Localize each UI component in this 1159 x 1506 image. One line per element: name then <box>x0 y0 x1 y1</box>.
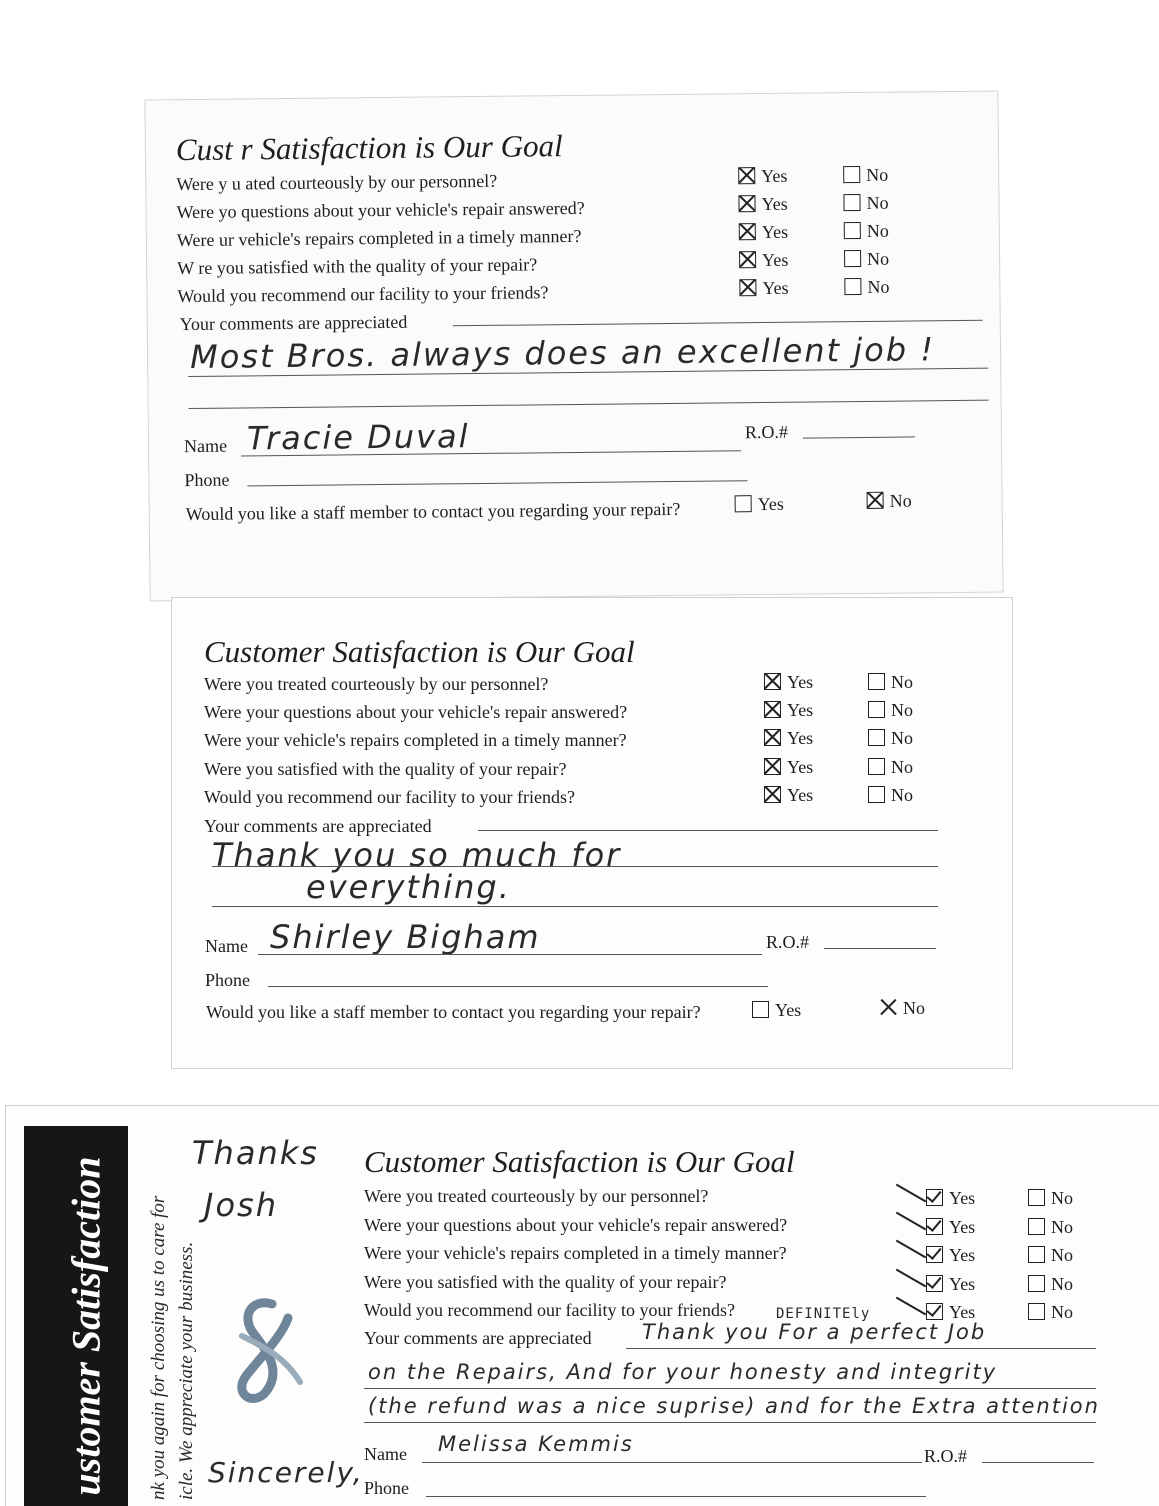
phone-field[interactable] <box>426 1496 926 1497</box>
checkbox-checked-icon[interactable] <box>880 999 897 1016</box>
phone-label: Phone <box>364 1478 409 1498</box>
pen-stroke <box>896 1184 926 1203</box>
pen-stroke <box>896 1212 926 1231</box>
yes-option-3[interactable]: Yes <box>926 1245 975 1266</box>
comments-label: Your comments are appreciated <box>364 1328 592 1348</box>
yes-option-5[interactable]: Yes <box>764 785 813 806</box>
card-title: Cust r Satisfaction is Our Goal <box>175 128 563 168</box>
contact-no-option[interactable]: No <box>880 998 925 1019</box>
checkbox-checked-icon[interactable] <box>738 195 755 212</box>
question-4: W re you satisfied with the quality of your repair? <box>177 254 538 279</box>
comments-label: Your comments are appreciated <box>179 311 408 335</box>
no-option-5[interactable]: No <box>868 785 913 806</box>
checkbox-empty-icon[interactable] <box>1028 1275 1045 1292</box>
checkbox-checked-icon[interactable] <box>739 223 756 240</box>
checkbox-empty-icon[interactable] <box>843 194 860 211</box>
question-4: Were you satisfied with the quality of your repair? <box>364 1272 727 1292</box>
handwritten-comment-2: on the Repairs, And for your honesty and integrity <box>368 1360 998 1384</box>
comment-line[interactable] <box>478 830 938 831</box>
comment-line[interactable] <box>212 906 938 907</box>
handwritten-comment-1: Thank you For a perfect Job <box>642 1320 987 1344</box>
checkbox-empty-icon[interactable] <box>868 786 885 803</box>
pen-stroke <box>896 1240 926 1259</box>
no-option-4[interactable]: No <box>844 249 889 270</box>
checkbox-empty-icon[interactable] <box>868 673 885 690</box>
checkbox-empty-icon[interactable] <box>844 250 861 267</box>
checkbox-empty-icon[interactable] <box>868 701 885 718</box>
ro-label: R.O.# <box>924 1446 968 1466</box>
checkbox-empty-icon[interactable] <box>1028 1218 1045 1235</box>
phone-label: Phone <box>184 469 230 491</box>
survey-card-3 <box>6 1106 1159 1506</box>
checkbox-empty-icon[interactable] <box>1028 1303 1045 1320</box>
no-option-1[interactable]: No <box>843 165 888 186</box>
question-5: Would you recommend our facility to your friends? <box>364 1300 735 1320</box>
checkbox-empty-icon[interactable] <box>843 166 860 183</box>
question-2: Were your questions about your vehicle's repair answered? <box>364 1215 788 1235</box>
survey-card-2 <box>172 598 1012 1068</box>
ro-field[interactable] <box>803 436 915 438</box>
contact-question: Would you like a staff member to contact you regarding your repair? <box>185 498 681 525</box>
phone-field[interactable] <box>268 986 768 987</box>
no-option-3[interactable]: No <box>844 221 889 242</box>
phone-label: Phone <box>205 970 250 990</box>
handwritten-comment: Most Bros. always does an excellent job ! <box>189 330 936 377</box>
name-label: Name <box>183 435 228 457</box>
no-option-1[interactable]: No <box>868 672 913 693</box>
handwritten-name: Tracie Duval <box>246 417 470 458</box>
question-4: Were you satisfied with the quality of your repair? <box>204 759 567 779</box>
comment-line[interactable] <box>626 1348 1096 1349</box>
yes-option-4[interactable]: Yes <box>926 1274 975 1295</box>
name-label: Name <box>205 936 248 956</box>
name-field[interactable] <box>422 1462 922 1463</box>
checkbox-checked-icon[interactable] <box>926 1189 943 1206</box>
no-option-2[interactable]: No <box>1028 1217 1073 1238</box>
comment-line[interactable] <box>212 866 938 867</box>
yes-option-2[interactable]: Yes <box>926 1217 975 1238</box>
side-banner <box>24 1126 128 1506</box>
yes-option-1[interactable]: Yes <box>738 166 787 188</box>
checkbox-checked-icon[interactable] <box>764 786 781 803</box>
checkbox-checked-icon[interactable] <box>739 279 756 296</box>
no-option-2[interactable]: No <box>868 700 913 721</box>
no-option-1[interactable]: No <box>1028 1188 1073 1209</box>
contact-yes-option[interactable]: Yes <box>735 494 784 516</box>
yes-option-3[interactable]: Yes <box>739 222 788 244</box>
yes-option-1[interactable]: Yes <box>764 672 813 693</box>
ro-field[interactable] <box>982 1462 1094 1463</box>
checkbox-empty-icon[interactable] <box>735 495 752 512</box>
name-label: Name <box>364 1444 407 1464</box>
no-option-4[interactable]: No <box>1028 1274 1073 1295</box>
no-option-4[interactable]: No <box>868 757 913 778</box>
checkbox-empty-icon[interactable] <box>1028 1189 1045 1206</box>
ro-label: R.O.# <box>766 932 810 952</box>
no-option-5[interactable]: No <box>1028 1302 1073 1323</box>
checkbox-empty-icon[interactable] <box>844 222 861 239</box>
ribbon-logo-icon <box>212 1296 312 1406</box>
comment-line[interactable] <box>364 1422 1096 1423</box>
checkbox-empty-icon[interactable] <box>868 758 885 775</box>
checkbox-checked-icon[interactable] <box>926 1218 943 1235</box>
yes-option-5[interactable]: Yes <box>926 1302 975 1323</box>
phone-field[interactable] <box>247 480 747 486</box>
question-5: Would you recommend our facility to your friends? <box>177 282 549 307</box>
handwritten-thanks: Thanks <box>192 1134 319 1172</box>
handwritten-closing: Sincerely, <box>208 1456 364 1489</box>
handwritten-signer: Josh <box>204 1186 278 1224</box>
contact-question: Would you like a staff member to contact you regarding your repair? <box>206 1002 701 1022</box>
side-message-1: nk you again for choosing us to care for <box>148 1195 169 1500</box>
checkbox-checked-icon[interactable] <box>739 251 756 268</box>
comment-line[interactable] <box>189 400 989 409</box>
contact-yes-option[interactable]: Yes <box>752 1000 801 1021</box>
checkbox-checked-icon[interactable] <box>926 1246 943 1263</box>
no-option-5[interactable]: No <box>844 277 889 298</box>
survey-card-1 <box>145 92 1002 601</box>
checkbox-empty-icon[interactable] <box>868 729 885 746</box>
checkbox-checked-icon[interactable] <box>764 701 781 718</box>
yes-option-2[interactable]: Yes <box>738 194 787 216</box>
question-3: Were your vehicle's repairs completed in a timely manner? <box>364 1243 787 1263</box>
checkbox-checked-icon[interactable] <box>926 1275 943 1292</box>
checkbox-checked-icon[interactable] <box>764 729 781 746</box>
ro-label: R.O.# <box>744 421 789 443</box>
handwritten-recommend-note: DEFINITEly <box>776 1306 871 1322</box>
banner-title: ustomer Satisfaction <box>63 1156 109 1496</box>
yes-option-4[interactable]: Yes <box>739 250 788 272</box>
question-3: Were your vehicle's repairs completed in a timely manner? <box>204 730 627 750</box>
no-option-3[interactable]: No <box>1028 1245 1073 1266</box>
handwritten-comment-3: (the refund was a nice suprise) and for the Extra attention <box>368 1394 1100 1418</box>
side-message-2: icle. We appreciate your business. <box>176 1241 197 1500</box>
question-1: Were you treated courteously by our personnel? <box>204 674 549 694</box>
card-title: Customer Satisfaction is Our Goal <box>204 634 635 669</box>
handwritten-comment-1: Thank you so much for <box>212 836 622 874</box>
checkbox-checked-icon[interactable] <box>764 758 781 775</box>
checkbox-checked-icon[interactable] <box>764 673 781 690</box>
checkbox-checked-icon[interactable] <box>867 492 884 509</box>
question-2: Were your questions about your vehicle's repair answered? <box>204 702 628 722</box>
no-option-2[interactable]: No <box>843 193 888 214</box>
question-2: Were yo questions about your vehicle's repair answered? <box>176 197 585 223</box>
comment-line[interactable] <box>453 320 983 327</box>
comments-label: Your comments are appreciated <box>204 816 432 836</box>
question-3: Were ur vehicle's repairs completed in a timely manner? <box>176 225 582 251</box>
checkbox-empty-icon[interactable] <box>844 278 861 295</box>
handwritten-name: Melissa Kemmis <box>438 1432 634 1456</box>
yes-option-1[interactable]: Yes <box>926 1188 975 1209</box>
checkbox-empty-icon[interactable] <box>1028 1246 1045 1263</box>
pen-stroke <box>896 1269 926 1288</box>
question-5: Would you recommend our facility to your friends? <box>204 787 575 807</box>
checkbox-checked-icon[interactable] <box>738 167 755 184</box>
checkbox-empty-icon[interactable] <box>752 1001 769 1018</box>
handwritten-name: Shirley Bigham <box>270 918 541 956</box>
comment-line[interactable] <box>364 1388 1096 1389</box>
question-1: Were y u ated courteously by our personnel? <box>176 170 498 195</box>
no-option-3[interactable]: No <box>868 728 913 749</box>
card-title: Customer Satisfaction is Our Goal <box>364 1144 795 1179</box>
yes-option-4[interactable]: Yes <box>764 757 813 778</box>
name-field[interactable] <box>258 954 762 955</box>
yes-option-5[interactable]: Yes <box>739 278 788 300</box>
question-1: Were you treated courteously by our personnel? <box>364 1186 709 1206</box>
checkbox-checked-icon[interactable] <box>926 1303 943 1320</box>
yes-option-2[interactable]: Yes <box>764 700 813 721</box>
ro-field[interactable] <box>824 948 936 949</box>
yes-option-3[interactable]: Yes <box>764 728 813 749</box>
pen-stroke <box>896 1297 926 1316</box>
handwritten-comment-2: everything. <box>306 868 511 906</box>
contact-no-option[interactable]: No <box>867 490 912 511</box>
